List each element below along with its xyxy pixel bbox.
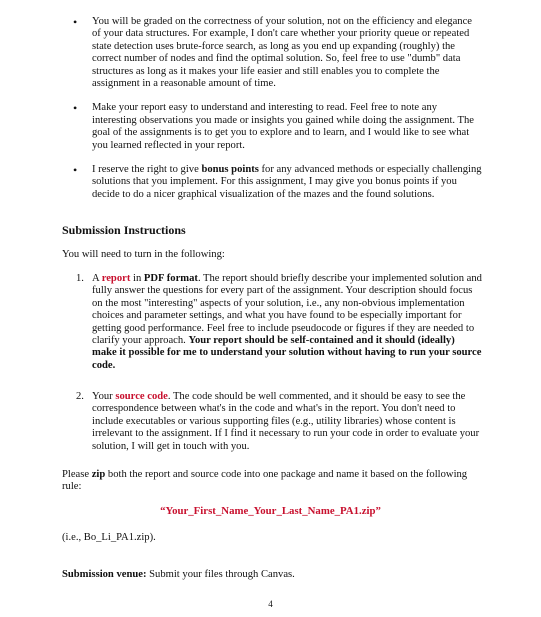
- item-body: . The report should briefly describe your implemented solution and fully answer the questions for every part of the assignment. Your description should focus on the most "interesting" aspects of your solution, i.e., any non-obvious implementation choices and parameter settings, and what you have found to be especially important for getting good performance. Feel free to include pseudocode or figures if they are needed to clarify your approach.: [92, 273, 482, 347]
- bullet-item-grading: [62, 16, 482, 90]
- section-heading: Submission Instructions: [62, 223, 186, 237]
- source-code-keyword: source code: [115, 391, 168, 402]
- zip-bold: zip: [91, 469, 106, 480]
- item-text: [92, 273, 482, 372]
- item-text: [92, 391, 482, 453]
- bullet-item-bonus: [62, 164, 482, 201]
- bullet-dot: •: [73, 101, 78, 116]
- bullet-dot: •: [73, 163, 78, 178]
- pdf-format-bold: PDF format: [143, 273, 198, 284]
- submission-venue: [62, 569, 295, 581]
- bullet-text: [92, 164, 482, 201]
- filename-example: (i.e., Bo_Li_PA1.zip).: [62, 532, 156, 543]
- bonus-post: for any advanced methods or especially challenging solutions that you implement. For this assignment, I may give you bonus points if you decide to do a nicer graphical visualization of the mazes and the found solutions.: [92, 164, 482, 200]
- item-body: . The code should be well commented, and it should be easy to see the correspondence between what's in the code and what's in the report. You don't need to include executables or various supporting files (e.g., utility libraries) whose content is irrelevant to the assignment. If I find it necessary to run your code in order to evaluate your solution, I will get in touch with you.: [92, 391, 480, 452]
- venue-text: Submit your files through Canvas.: [146, 569, 295, 580]
- bonus-bold: bonus points: [201, 164, 259, 176]
- self-contained-bold: Your report should be self-contained and it should (ideally) make it possible for me to understand your solution without having to run your source code.: [92, 335, 482, 371]
- bullet-dot: •: [73, 15, 78, 29]
- bonus-pre: I reserve the right to give: [92, 164, 202, 176]
- report-keyword: report: [101, 273, 131, 284]
- numbered-item-report: [62, 273, 482, 372]
- zip-post: both the report and source code into one package and name it based on the following rule:: [62, 469, 468, 493]
- bullet-text: Make your report easy to understand and interesting to read. Feel free to note any interesting observations you made or insights you gained while doing the assignment. The goal of the assignments is to get you to explore and to learn, and I would like to see what you learned reflected in your report.: [92, 102, 475, 151]
- page-number: 4: [268, 599, 273, 609]
- bullet-text: You will be graded on the correctness of your solution, not on the efficiency and elegance of your data structures. For example, I don't care whether your priority queue or repeated state detection uses brute-force search, as long as you end up expanding (roughly) the correct number of nodes and find the optimal solution. So, feel free to use "dumb" data structures as long as it makes your life easier and still enables you to complete the assignment in a reasonable amount of time.: [92, 16, 472, 90]
- bullet-item-report: [62, 102, 482, 152]
- venue-label: Submission venue:: [62, 569, 147, 580]
- item-number: 1.: [76, 273, 84, 284]
- bullet-list: [62, 16, 482, 213]
- item-lead: Your: [92, 391, 116, 402]
- numbered-item-source: [62, 391, 482, 453]
- submission-intro: You will need to turn in the following:: [62, 249, 225, 260]
- zip-instructions: [62, 469, 472, 494]
- item-lead: A: [92, 273, 102, 284]
- item-number: 2.: [76, 391, 84, 402]
- zip-pre: Please: [62, 469, 92, 480]
- item-mid: in: [130, 273, 144, 284]
- filename-pattern: “Your_First_Name_Your_Last_Name_PA1.zip”: [160, 505, 381, 517]
